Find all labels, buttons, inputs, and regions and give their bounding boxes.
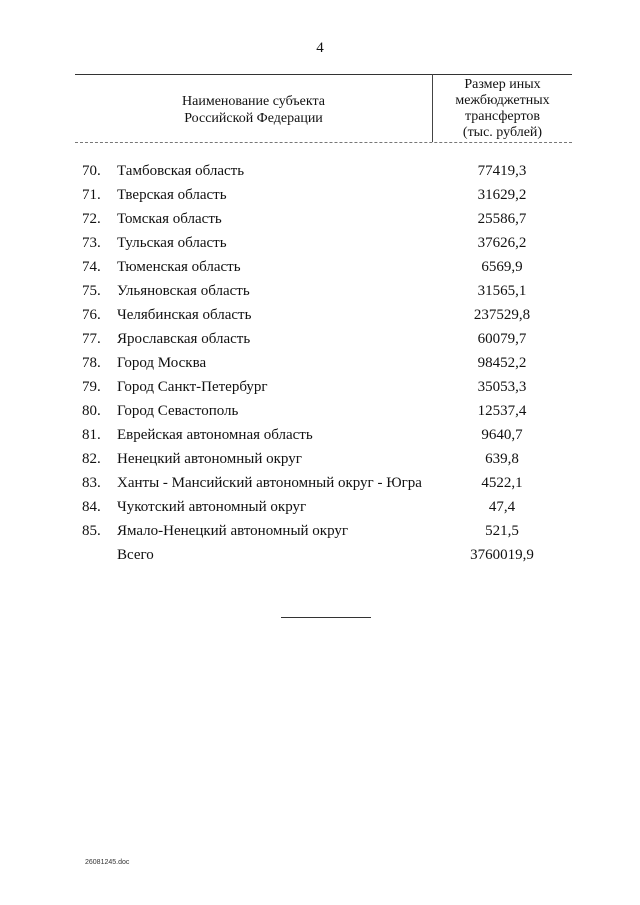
row-number: 76. bbox=[82, 307, 101, 323]
row-number: 71. bbox=[82, 187, 101, 203]
region-name: Тверская область bbox=[117, 187, 227, 203]
name-column-header-line: Наименование субъекта bbox=[182, 94, 325, 109]
table-row bbox=[0, 305, 640, 329]
table-row bbox=[0, 425, 640, 449]
end-separator-line bbox=[281, 617, 371, 618]
value-column-header-line: (тыс. рублей) bbox=[462, 125, 543, 140]
row-number: 81. bbox=[82, 427, 101, 443]
row-number: 73. bbox=[82, 235, 101, 251]
table-row bbox=[0, 281, 640, 305]
table-row bbox=[0, 473, 640, 497]
total-row bbox=[0, 545, 640, 569]
table-row bbox=[0, 353, 640, 377]
table-body bbox=[0, 161, 640, 569]
transfer-amount: 12537,4 bbox=[477, 403, 527, 419]
transfer-amount: 60079,7 bbox=[477, 331, 527, 347]
region-name: Челябинская область bbox=[117, 307, 252, 323]
transfer-amount: 98452,2 bbox=[477, 355, 527, 371]
row-number: 85. bbox=[82, 523, 101, 539]
footer-file-name: 26081245.doc bbox=[85, 859, 130, 866]
row-number: 82. bbox=[82, 451, 101, 467]
header-bottom-rule bbox=[75, 142, 572, 143]
transfer-amount: 31629,2 bbox=[477, 187, 527, 203]
region-name: Тюменская область bbox=[117, 259, 241, 275]
transfer-amount: 35053,3 bbox=[477, 379, 527, 395]
transfer-amount: 31565,1 bbox=[477, 283, 527, 299]
table-row bbox=[0, 449, 640, 473]
transfer-amount: 521,5 bbox=[485, 523, 519, 539]
table-top-rule bbox=[75, 74, 572, 75]
table-row bbox=[0, 377, 640, 401]
row-number: 74. bbox=[82, 259, 101, 275]
region-name: Томская область bbox=[117, 211, 222, 227]
value-column-header bbox=[433, 77, 572, 141]
row-number: 83. bbox=[82, 475, 101, 491]
table-row bbox=[0, 233, 640, 257]
region-name: Ямало-Ненецкий автономный округ bbox=[117, 523, 349, 539]
total-amount: 3760019,9 bbox=[470, 547, 534, 563]
page-number: 4 bbox=[316, 40, 324, 56]
table-row bbox=[0, 521, 640, 545]
row-number: 80. bbox=[82, 403, 101, 419]
region-name: Ярославская область bbox=[117, 331, 251, 347]
transfer-amount: 25586,7 bbox=[477, 211, 527, 227]
row-number: 75. bbox=[82, 283, 101, 299]
region-name: Ульяновская область bbox=[117, 283, 250, 299]
table-row bbox=[0, 329, 640, 353]
row-number: 79. bbox=[82, 379, 101, 395]
transfer-amount: 37626,2 bbox=[477, 235, 527, 251]
transfer-amount: 47,4 bbox=[488, 499, 516, 515]
region-name: Тамбовская область bbox=[117, 163, 245, 179]
transfer-amount: 237529,8 bbox=[473, 307, 531, 323]
region-name: Ханты - Мансийский автономный округ - Югра bbox=[117, 475, 422, 491]
transfer-amount: 77419,3 bbox=[477, 163, 527, 179]
table-row bbox=[0, 209, 640, 233]
table-row bbox=[0, 185, 640, 209]
table-row bbox=[0, 401, 640, 425]
row-number: 70. bbox=[82, 163, 101, 179]
transfer-amount: 6569,9 bbox=[481, 259, 523, 275]
region-name: Город Севастополь bbox=[117, 403, 239, 419]
row-number: 72. bbox=[82, 211, 101, 227]
region-name: Город Санкт-Петербург bbox=[117, 379, 268, 395]
row-number: 78. bbox=[82, 355, 101, 371]
row-number: 77. bbox=[82, 331, 101, 347]
name-column-header bbox=[75, 93, 432, 127]
value-column-header-line: Размер иных bbox=[464, 77, 541, 92]
region-name: Еврейская автономная область bbox=[117, 427, 313, 443]
total-label: Всего bbox=[117, 547, 154, 563]
region-name: Тульская область bbox=[117, 235, 227, 251]
table-row bbox=[0, 497, 640, 521]
row-number: 84. bbox=[82, 499, 101, 515]
transfer-amount: 4522,1 bbox=[481, 475, 523, 491]
table-row bbox=[0, 161, 640, 185]
region-name: Ненецкий автономный округ bbox=[117, 451, 302, 467]
region-name: Город Москва bbox=[117, 355, 207, 371]
value-column-header-line: трансфертов bbox=[464, 109, 541, 124]
transfer-amount: 9640,7 bbox=[481, 427, 523, 443]
transfer-amount: 639,8 bbox=[485, 451, 519, 467]
name-column-header-line: Российской Федерации bbox=[184, 111, 323, 126]
value-column-header-line: межбюджетных bbox=[455, 93, 550, 108]
table-row bbox=[0, 257, 640, 281]
region-name: Чукотский автономный округ bbox=[117, 499, 307, 515]
